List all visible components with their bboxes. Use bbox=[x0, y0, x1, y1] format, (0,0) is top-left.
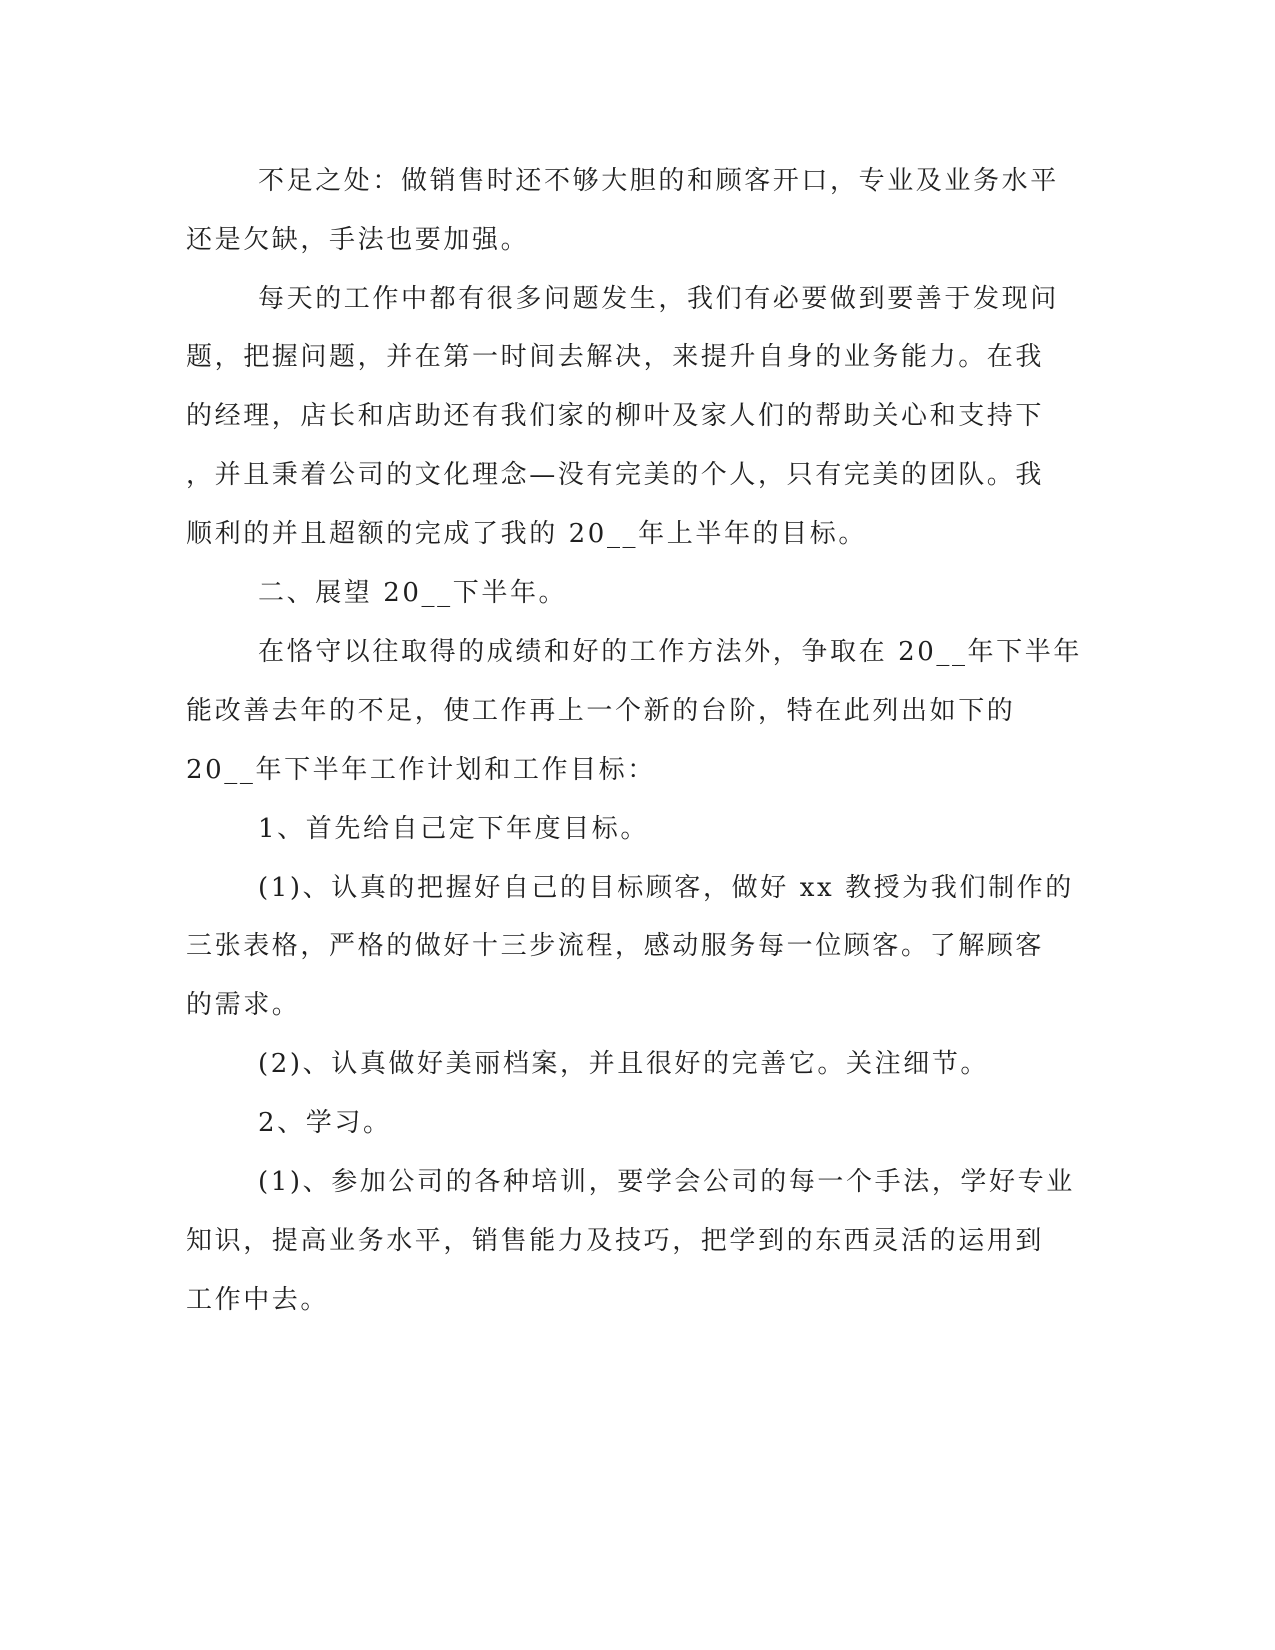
text-line: 知识，提高业务水平，销售能力及技巧，把学到的东西灵活的运用到 bbox=[186, 1226, 1045, 1256]
text-line: 能改善去年的不足，使工作再上一个新的台阶，特在此列出如下的 bbox=[186, 696, 1016, 726]
list-item-heading: 2、学习。 bbox=[258, 1108, 392, 1138]
text-line: 顺利的并且超额的完成了我的 20__年上半年的目标。 bbox=[186, 519, 867, 549]
text-line: 的经理，店长和店助还有我们家的柳叶及家人们的帮助关心和支持下 bbox=[186, 401, 1045, 431]
text-line: (2)、认真做好美丽档案，并且很好的完善它。关注细节。 bbox=[258, 1049, 990, 1079]
text-line: 不足之处：做销售时还不够大胆的和顾客开口，专业及业务水平 bbox=[258, 166, 1059, 196]
text-line: 工作中去。 bbox=[186, 1285, 330, 1315]
text-line: 题，把握问题，并在第一时间去解决，来提升自身的业务能力。在我 bbox=[186, 342, 1045, 372]
text-line: 三张表格，严格的做好十三步流程，感动服务每一位顾客。了解顾客 bbox=[186, 931, 1045, 961]
text-line: 还是欠缺，手法也要加强。 bbox=[186, 225, 530, 255]
text-line: ，并且秉着公司的文化理念—没有完美的个人，只有完美的团队。我 bbox=[186, 460, 1045, 490]
text-line: 的需求。 bbox=[186, 990, 301, 1020]
text-line: (1)、参加公司的各种培训，要学会公司的每一个手法，学好专业 bbox=[258, 1167, 1075, 1197]
text-line: 20__年下半年工作计划和工作目标： bbox=[186, 755, 656, 785]
text-line: 在恪守以往取得的成绩和好的工作方法外，争取在 20__年下半年 bbox=[258, 637, 1082, 667]
list-item-heading: 1、首先给自己定下年度目标。 bbox=[258, 814, 649, 844]
section-heading: 二、展望 20__下半年。 bbox=[258, 578, 568, 608]
text-line: (1)、认真的把握好自己的目标顾客，做好 xx 教授为我们制作的 bbox=[258, 873, 1074, 903]
text-line: 每天的工作中都有很多问题发生，我们有必要做到要善于发现问 bbox=[258, 284, 1059, 314]
